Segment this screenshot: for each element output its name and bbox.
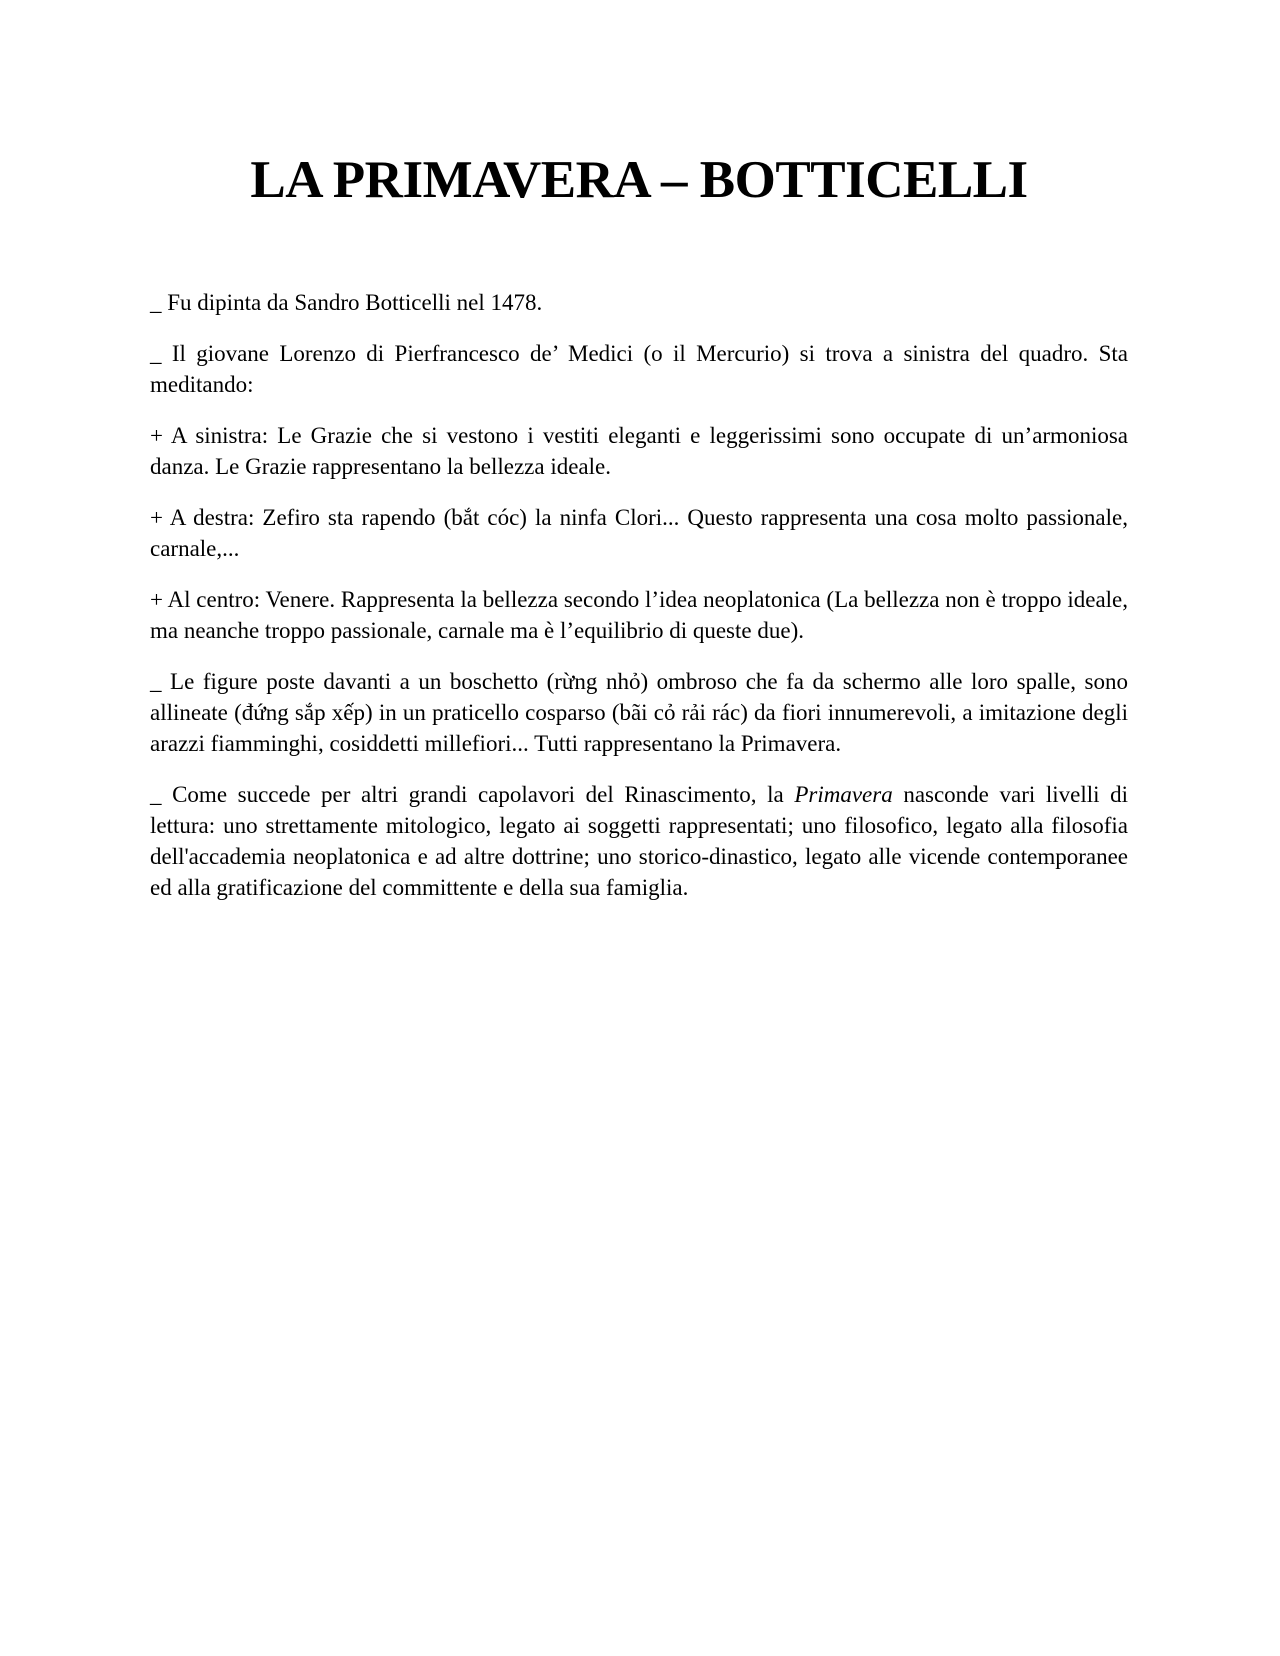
document-title: LA PRIMAVERA – BOTTICELLI [250, 151, 1028, 209]
paragraph-figures: _ Le figure poste davanti a un boschetto (rừng nhỏ) ombroso che fa da schermo alle loro spalle, sono allineate (đứng sắp xếp) in un praticello cosparso (bãi cỏ rải rác) da fiori innumerevoli, a imitazione degli arazzi fiamminghi, cosiddetti millefiori... Tutti rappresentano la Primavera. [150, 669, 1128, 756]
paragraph-reading-levels-before: _ Come succede per altri grandi capolavori del Rinascimento, la [150, 782, 795, 807]
document-body [150, 287, 1128, 923]
paragraph-date: _ Fu dipinta da Sandro Botticelli nel 1478. [150, 290, 543, 315]
paragraph-reading-levels-emphasis: Primavera [794, 782, 893, 807]
paragraph-lorenzo: _ Il giovane Lorenzo di Pierfrancesco de’ Medici (o il Mercurio) si trova a sinistra del quadro. Sta meditando: [150, 341, 1128, 397]
paragraph-reading-levels-after: nasconde vari livelli di lettura: uno strettamente mitologico, legato ai soggetti rappresentati; uno filosofico, legato alla filosofia dell'accademia neoplatonica e ad altre dottrine; uno storico-dinastico, legato alle vicende contemporanee ed alla gratificazione del committente e della sua famiglia. [150, 782, 1128, 900]
paragraph-center-venere: + Al centro: Venere. Rappresenta la bellezza secondo l’idea neoplatonica (La bellezza non è troppo ideale, ma neanche troppo passionale, carnale ma è l’equilibrio di queste due). [150, 587, 1128, 643]
paragraph-right-zefiro: + A destra: Zefiro sta rapendo (bắt cóc) la ninfa Clori... Questo rappresenta una cosa molto passionale, carnale,... [150, 505, 1128, 561]
paragraph-reading-levels [150, 779, 1128, 903]
paragraph-left-graces: + A sinistra: Le Grazie che si vestono i vestiti eleganti e leggerissimi sono occupate di un’armoniosa danza. Le Grazie rappresentano la bellezza ideale. [150, 423, 1128, 479]
